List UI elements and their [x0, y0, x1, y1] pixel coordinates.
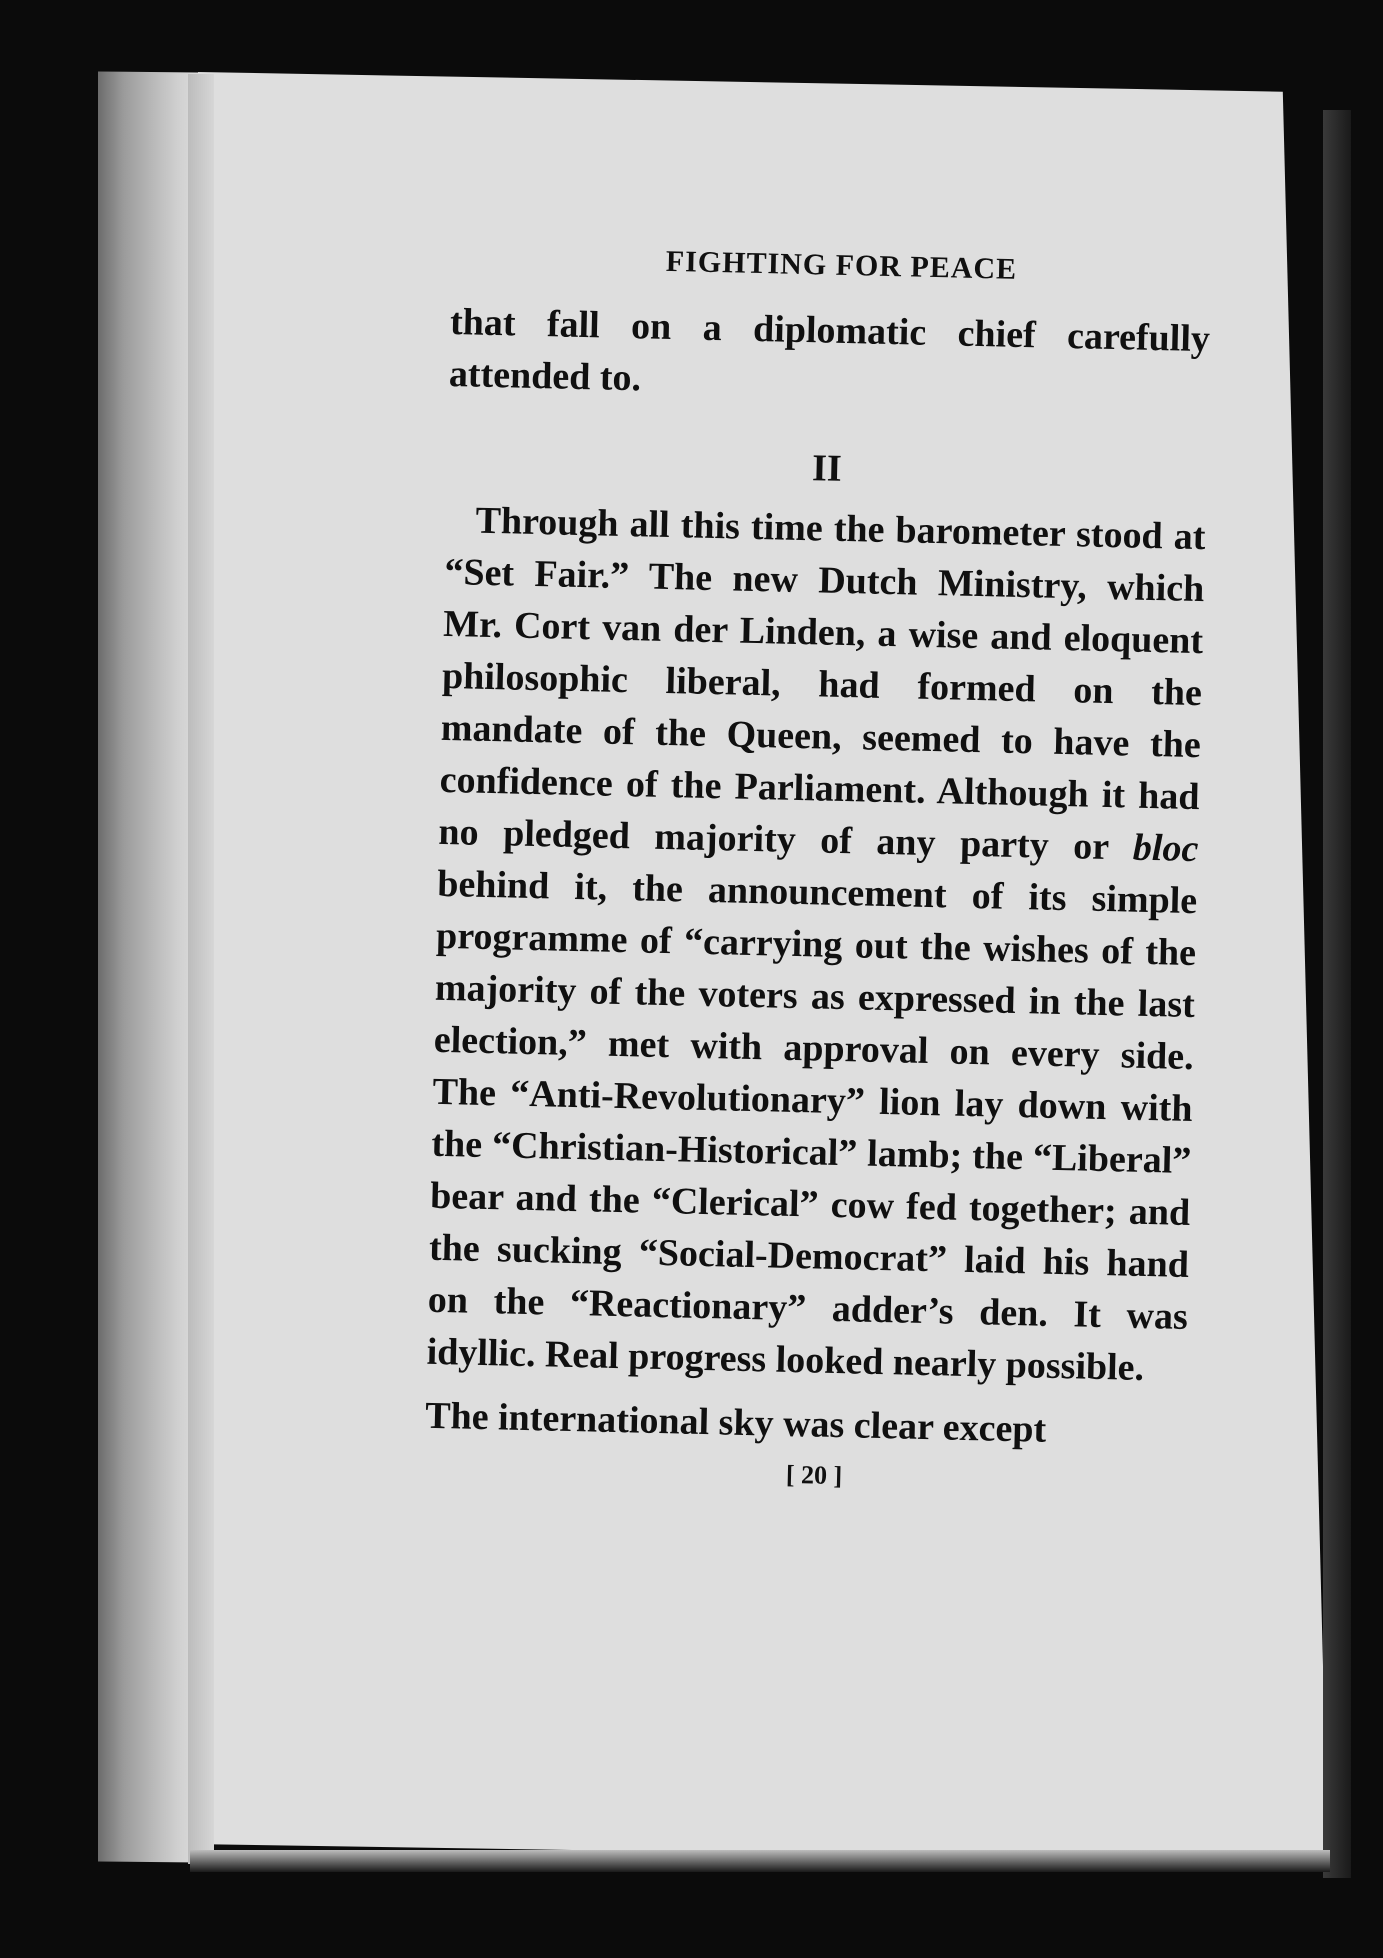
book-cover-edge [98, 71, 198, 1862]
facing-page-edge [1323, 110, 1351, 1878]
section-numeral: II [811, 447, 843, 490]
italic-word: bloc [1132, 826, 1199, 871]
page-text-block [424, 240, 1212, 1499]
body-paragraph [426, 494, 1206, 1395]
page-gutter [188, 74, 214, 1864]
closing-paragraph: The international sky was clear except [424, 1394, 1047, 1451]
page-number: [ 20 ] [785, 1459, 843, 1491]
paragraph-text-start: Through all this time the barometer stood at “Set Fair.” The new Dutch Ministry, which Mr. Cort van der Linden, a wise and eloquent philosophic liberal, had formed on the mandate of the Queen, seemed to have the confidence of the Parliament. Although it had no pledged majority of any party or [438, 499, 1206, 869]
continued-paragraph: that fall on a diplomatic chief carefully attended to. [448, 300, 1211, 400]
paragraph-text-end: behind it, the announcement of its simple programme of “carrying out the wishes of the majority of the voters as expressed in the last election,” met with approval on every side. The “Anti-Revolutionary” lion lay down with the “Christian-Historical” lamb; the “Liberal” bear and the “Clerical” cow fed together; and the sucking “Social-Democrat” laid his hand on the “Reactionary” adder’s den. It was idyllic. Real progress looked nearly possible. [426, 862, 1198, 1389]
page-bottom-edge [190, 1850, 1330, 1872]
running-head: FIGHTING FOR PEACE [665, 244, 1018, 286]
